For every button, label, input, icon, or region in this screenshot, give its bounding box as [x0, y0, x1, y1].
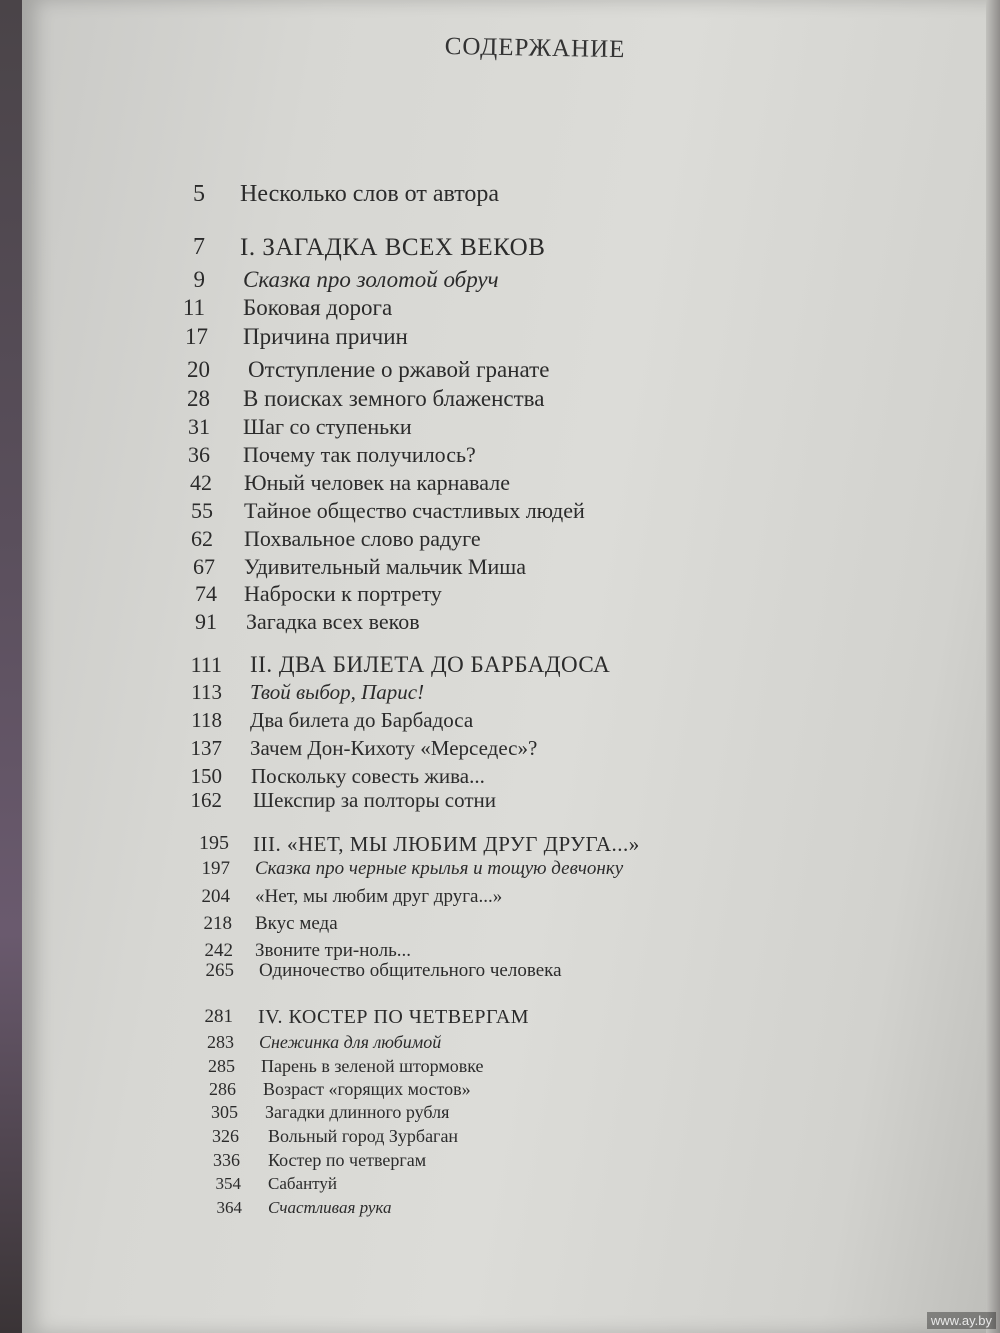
toc-page-number: 28 [187, 386, 210, 411]
toc-chapter-title: Шекспир за полторы сотни [253, 788, 496, 812]
toc-page-number: 218 [203, 913, 232, 934]
toc-chapter-title: Сказка про золотой обруч [243, 267, 499, 292]
toc-chapter-title: Почему так получилось? [243, 442, 476, 467]
toc-page-number: 111 [190, 652, 222, 677]
toc-chapter-title: Твой выбор, Парис! [250, 680, 425, 704]
toc-page-number: 36 [188, 442, 210, 467]
toc-chapter-title: Одиночество общительного человека [259, 960, 562, 981]
toc-page-number: 285 [208, 1056, 235, 1076]
toc-chapter-title: Юный человек на карнавале [244, 470, 510, 495]
toc-page-number: 91 [195, 609, 217, 634]
toc-page-number: 162 [190, 788, 222, 812]
toc-page-number: 67 [193, 554, 215, 579]
toc-page-number: 9 [193, 267, 205, 292]
toc-page-number: 137 [190, 736, 222, 760]
toc-chapter-title: Сабантуй [268, 1174, 337, 1193]
toc-page-number: 195 [199, 832, 229, 854]
toc-page-number: 118 [191, 708, 222, 732]
toc-chapter-title: Счастливая рука [268, 1198, 392, 1217]
toc-page-number: 11 [182, 295, 205, 320]
toc-chapter-title: Шаг со ступеньки [243, 414, 412, 439]
toc-chapter-title: Сказка про черные крылья и тощую девчонку [255, 858, 624, 879]
toc-part-title: IV. КОСТЕР ПО ЧЕТВЕРГАМ [258, 1006, 530, 1028]
toc-part-title: II. ДВА БИЛЕТА ДО БАРБАДОСА [250, 652, 611, 677]
toc-page-number: 286 [209, 1079, 236, 1099]
toc-page-number: 74 [195, 581, 217, 606]
contents-title: СОДЕРЖАНИЕ [444, 33, 626, 64]
toc-chapter-title: Несколько слов от автора [240, 181, 500, 207]
toc-page-number: 197 [201, 858, 230, 879]
toc-page-number: 7 [193, 234, 205, 260]
toc-page-number: 364 [216, 1198, 242, 1217]
toc-page-number: 17 [185, 324, 208, 349]
toc-page-number: 204 [201, 886, 230, 907]
toc-page-number: 354 [215, 1174, 241, 1193]
toc-chapter-title: Удивительный мальчик Миша [244, 554, 526, 579]
toc-chapter-title: Парень в зеленой штормовке [261, 1056, 484, 1076]
toc-page-number: 5 [193, 181, 205, 207]
toc-chapter-title: Два билета до Барбадоса [250, 708, 474, 732]
toc-chapter-title: Возраст «горящих мостов» [263, 1079, 471, 1099]
toc-chapter-title: Причина причин [243, 324, 408, 349]
toc-chapter-title: Загадка всех веков [246, 609, 420, 634]
toc-part-title: III. «НЕТ, МЫ ЛЮБИМ ДРУГ ДРУГА...» [253, 832, 640, 856]
toc-chapter-title: В поисках земного блаженства [243, 386, 545, 411]
toc-chapter-title: Боковая дорога [243, 295, 393, 320]
toc-page-number: 55 [191, 498, 213, 523]
toc-page-number: 305 [211, 1102, 238, 1122]
toc-chapter-title: Звоните три-ноль... [255, 940, 412, 961]
toc-page-number: 281 [204, 1006, 233, 1027]
toc-page-number: 62 [191, 526, 213, 551]
toc-page-number: 31 [188, 414, 210, 439]
toc-page-number: 150 [190, 764, 222, 788]
toc-chapter-title: Похвальное слово радуге [244, 526, 481, 551]
toc-page-number: 113 [191, 680, 222, 704]
watermark: www.ay.by [927, 1312, 996, 1329]
toc-chapter-title: Вольный город Зурбаган [268, 1126, 459, 1146]
toc-chapter-title: Вкус меда [255, 913, 338, 934]
toc-chapter-title: Наброски к портрету [244, 581, 442, 606]
toc-page-number: 42 [190, 470, 212, 495]
toc-chapter-title: Поскольку совесть жива... [251, 764, 485, 788]
toc-chapter-title: Снежинка для любимой [259, 1032, 442, 1052]
toc-chapter-title: Загадки длинного рубля [265, 1102, 450, 1122]
toc-page-number: 283 [207, 1032, 234, 1052]
toc-chapter-title: Отступление о ржавой гранате [248, 357, 550, 382]
toc-page-number: 242 [204, 940, 233, 961]
toc-part-title: I. ЗАГАДКА ВСЕХ ВЕКОВ [240, 234, 546, 261]
toc-chapter-title: Костер по четвергам [268, 1150, 427, 1170]
toc-page-number: 326 [212, 1126, 239, 1146]
toc-page-number: 336 [213, 1150, 240, 1170]
toc-chapter-title: Зачем Дон-Кихоту «Мерседес»? [250, 736, 538, 760]
toc-page-number: 265 [205, 960, 234, 981]
toc-chapter-title: «Нет, мы любим друг друга...» [255, 886, 503, 907]
toc-page-number: 20 [187, 357, 210, 382]
toc-chapter-title: Тайное общество счастливых людей [244, 498, 585, 523]
